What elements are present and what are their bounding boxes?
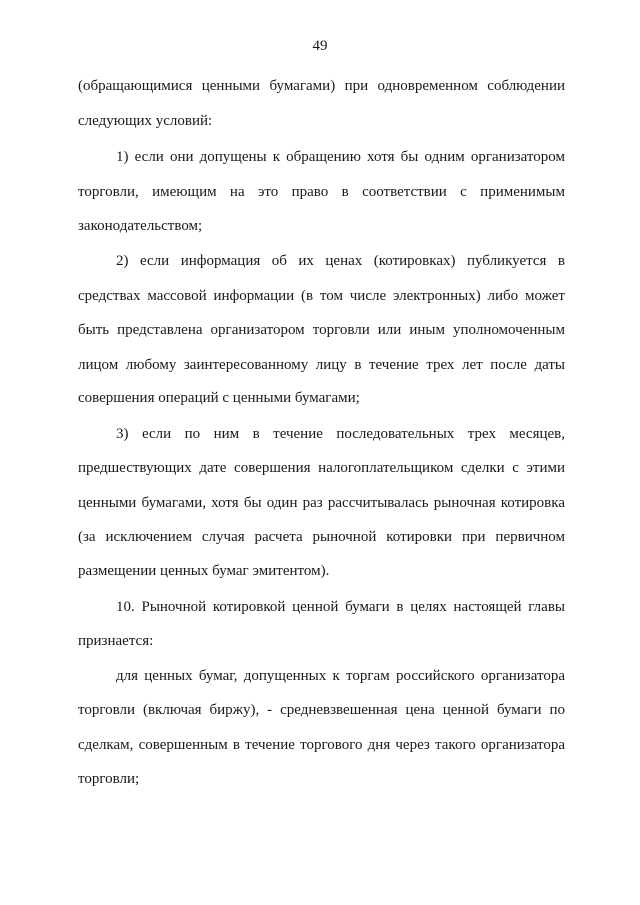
text-line: (за исключением случая расчета рыночной котировки при первичном bbox=[78, 529, 565, 545]
text-line: 2) если информация об их ценах (котировках) публикуется в bbox=[116, 253, 565, 269]
text-line: размещении ценных бумаг эмитентом). bbox=[78, 563, 330, 579]
text-line: торговли; bbox=[78, 771, 140, 787]
text-line: совершения операций с ценными бумагами; bbox=[78, 390, 360, 406]
text-line: признается: bbox=[78, 633, 154, 649]
text-line: 3) если по ним в течение последовательных трех месяцев, bbox=[116, 426, 565, 442]
text-line: торговли, имеющим на это право в соответствии с применимым bbox=[78, 184, 565, 200]
text-line: следующих условий: bbox=[78, 113, 213, 129]
text-line: законодательством; bbox=[78, 218, 203, 234]
text-line: 10. Рыночной котировкой ценной бумаги в целях настоящей главы bbox=[116, 599, 565, 615]
text-line: торговли (включая биржу), - средневзвешенная цена ценной бумаги по bbox=[78, 702, 565, 718]
text-line: быть представлена организатором торговли или иным уполномоченным bbox=[78, 322, 565, 338]
text-line: ценными бумагами, хотя бы один раз рассчитывалась рыночная котировка bbox=[78, 495, 565, 511]
text-line: сделкам, совершенным в течение торгового дня через такого организатора bbox=[78, 737, 565, 753]
text-line: предшествующих дате совершения налогоплательщиком сделки с этими bbox=[78, 460, 565, 476]
text-line: для ценных бумаг, допущенных к торгам российского организатора bbox=[116, 668, 565, 684]
text-line: 1) если они допущены к обращению хотя бы одним организатором bbox=[116, 149, 565, 165]
text-line: лицом любому заинтересованному лицу в течение трех лет после даты bbox=[78, 357, 565, 373]
text-line: средствах массовой информации (в том числе электронных) либо может bbox=[78, 288, 565, 304]
page-number: 49 bbox=[312, 38, 328, 54]
text-line: (обращающимися ценными бумагами) при одновременном соблюдении bbox=[78, 78, 565, 94]
